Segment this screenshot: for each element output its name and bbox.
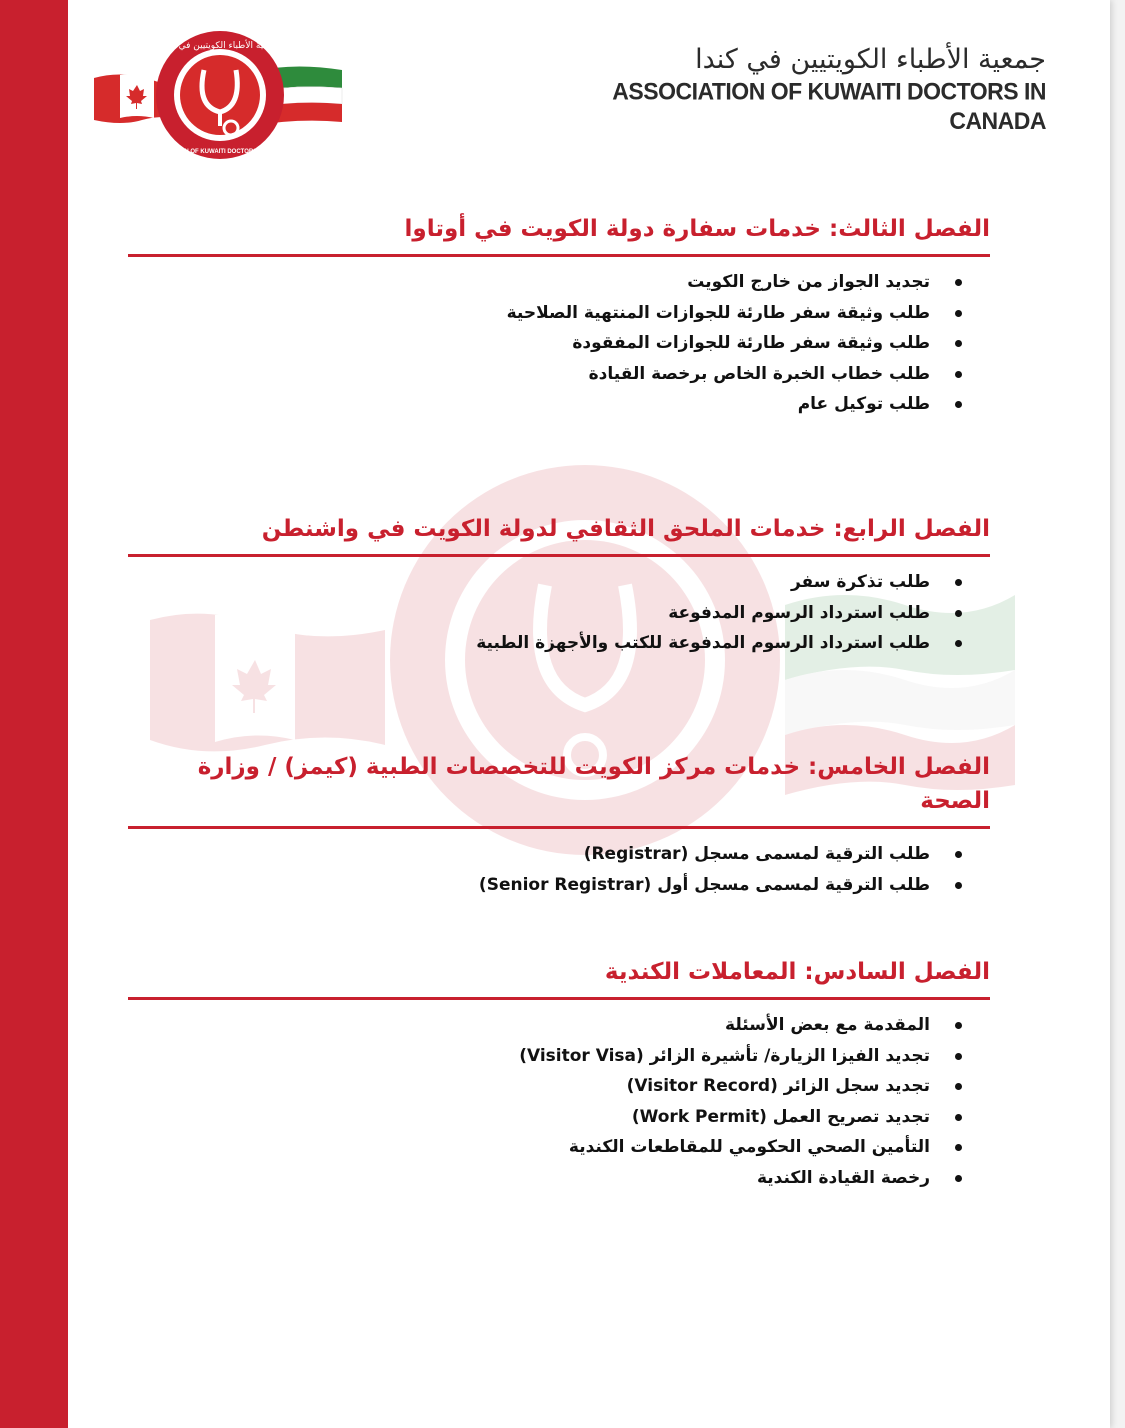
left-accent-bar [0,0,68,1428]
list-item: طلب الترقية لمسمى مسجل (Registrar) [128,839,990,870]
chapter-5-list [128,839,990,900]
bullet-icon [955,279,962,286]
bullet-icon [955,1144,962,1151]
list-item: طلب استرداد الرسوم المدفوعة للكتب والأجهزة الطبية [128,628,990,659]
bullet-icon [955,851,962,858]
bullet-icon [955,610,962,617]
list-item: تجديد الفيزا الزيارة/ تأشيرة الزائر (Visitor Visa) [128,1041,990,1072]
association-logo [92,28,350,162]
bullet-icon [955,1083,962,1090]
bullet-icon [955,1022,962,1029]
chapter-6-section [128,955,990,1193]
list-item: طلب تذكرة سفر [128,567,990,598]
bullet-icon [955,640,962,647]
org-name-english: ASSOCIATION OF KUWAITI DOCTORS IN CANADA [612,77,1046,135]
list-item: تجديد سجل الزائر (Visitor Record) [128,1071,990,1102]
chapter-6-title: الفصل السادس: المعاملات الكندية [604,959,990,985]
org-name-arabic: جمعية الأطباء الكويتيين في كندا [695,44,1046,75]
chapter-3-list [128,267,990,420]
chapter-5-title: الفصل الخامس: خدمات مركز الكويت للتخصصات الطبية (كيمز) / وزارة الصحة [197,754,990,814]
chapter-4-title: الفصل الرابع: خدمات الملحق الثقافي لدولة الكويت في واشنطن [261,516,990,542]
bullet-icon [955,310,962,317]
section-divider [128,254,990,257]
logo-ring-text-ar: جمعية الأطباء الكويتيين في كندا [161,41,279,51]
bullet-icon [955,882,962,889]
bullet-icon [955,1114,962,1121]
list-item: التأمين الصحي الحكومي للمقاطعات الكندية [128,1132,990,1163]
chapter-6-list [128,1010,990,1193]
list-item: تجديد تصريح العمل (Work Permit) [128,1102,990,1133]
list-item: طلب توكيل عام [128,389,990,420]
list-item: طلب خطاب الخبرة الخاص برخصة القيادة [128,359,990,390]
bullet-icon [955,1053,962,1060]
bullet-icon [955,371,962,378]
bullet-icon [955,340,962,347]
chapter-5-section [128,750,990,900]
chapter-3-title: الفصل الثالث: خدمات سفارة دولة الكويت في أوتاوا [404,216,990,242]
section-divider [128,554,990,557]
section-divider [128,826,990,829]
list-item: طلب وثيقة سفر طارئة للجوازات المفقودة [128,328,990,359]
list-item: طلب استرداد الرسوم المدفوعة [128,598,990,629]
list-item: طلب وثيقة سفر طارئة للجوازات المنتهية الصلاحية [128,298,990,329]
chapter-4-list [128,567,990,659]
bullet-icon [955,1175,962,1182]
list-item: تجديد الجواز من خارج الكويت [128,267,990,298]
bullet-icon [955,579,962,586]
chapter-4-section [128,512,990,659]
list-item: المقدمة مع بعض الأسئلة [128,1010,990,1041]
logo-ring-text-en: ASSOCIATION OF KUWAITI DOCTORS IN CANADA [147,149,293,155]
section-divider [128,997,990,1000]
list-item: طلب الترقية لمسمى مسجل أول (Senior Registrar) [128,870,990,901]
organization-name [526,42,1046,134]
chapter-3-section [128,212,990,420]
bullet-icon [955,401,962,408]
list-item: رخصة القيادة الكندية [128,1163,990,1194]
